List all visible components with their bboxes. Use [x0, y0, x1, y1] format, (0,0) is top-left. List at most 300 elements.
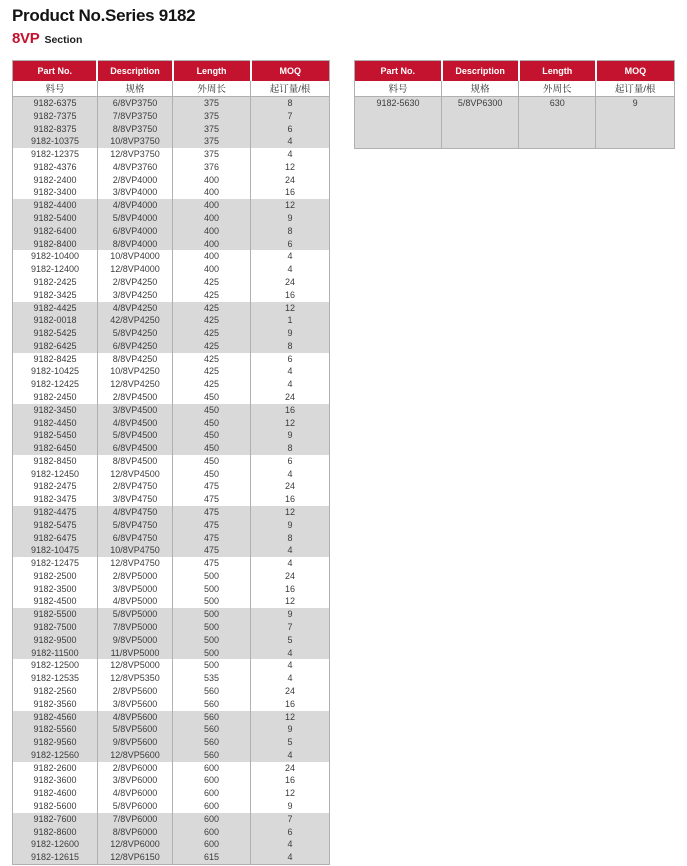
table-cell: 9182-2475 — [33, 481, 77, 492]
table-cell: 450 — [173, 468, 251, 481]
table-cell: 12/8VP4500 — [97, 468, 172, 481]
table-cell: 500 — [173, 647, 251, 660]
table-row — [13, 199, 330, 212]
table-cell: 11/8VP5000 — [97, 647, 172, 660]
table-cell: 560 — [173, 723, 251, 736]
table-cell: 400 — [173, 250, 251, 263]
table-row — [13, 532, 330, 545]
table-cell: 9182-12535 — [30, 673, 79, 684]
table-cell: 475 — [173, 544, 251, 557]
table-cell: 24 — [251, 391, 330, 404]
table-cell: 5/8VP4750 — [97, 519, 172, 532]
column-subheader-length-zh: 外周长 — [519, 81, 596, 97]
table-cell: 4 — [251, 672, 330, 685]
table-row — [13, 698, 330, 711]
table-row — [13, 519, 330, 532]
table-cell: 9 — [596, 97, 675, 110]
table-cell: 16 — [251, 583, 330, 596]
table-row — [13, 787, 330, 800]
table-row — [13, 148, 330, 161]
section-label: Section — [44, 34, 83, 46]
table-row — [355, 110, 675, 123]
table-cell: 9182-3500 — [33, 583, 77, 594]
table-cell: 9182-3475 — [33, 494, 77, 505]
column-subheader-description-zh: 规格 — [442, 81, 519, 97]
column-header-description: Description — [97, 61, 172, 81]
table-row — [13, 161, 330, 174]
table-cell: 24 — [251, 570, 330, 583]
table-cell: 24 — [251, 762, 330, 775]
table-row — [13, 838, 330, 851]
table-cell: 8/8VP4500 — [97, 455, 172, 468]
table-cell: 42/8VP4250 — [97, 314, 172, 327]
table-cell: 9182-10475 — [30, 545, 79, 556]
table-row — [13, 314, 330, 327]
table-cell: 9182-5475 — [33, 519, 77, 530]
table-cell: 400 — [173, 199, 251, 212]
table-cell: 9 — [251, 327, 330, 340]
table-cell: 9182-6475 — [33, 532, 77, 543]
table-cell: 425 — [173, 353, 251, 366]
column-header-length: Length — [173, 61, 251, 81]
table-cell: 24 — [251, 685, 330, 698]
table-cell: 16 — [251, 186, 330, 199]
table-cell: 9182-2560 — [33, 685, 77, 696]
table-cell: 9182-8600 — [33, 826, 77, 837]
table-cell: 16 — [251, 493, 330, 506]
table-cell: 3/8VP4000 — [97, 186, 172, 199]
table-cell: 6 — [251, 826, 330, 839]
table-cell: 7 — [251, 110, 330, 123]
table-cell: 9 — [251, 519, 330, 532]
table-cell: 9182-12600 — [30, 839, 79, 850]
table-cell: 5/8VP6000 — [97, 800, 172, 813]
table-row — [13, 250, 330, 263]
table-cell: 9182-11500 — [31, 647, 79, 658]
table-cell: 9 — [251, 608, 330, 621]
column-header-part-no: Part No. — [355, 61, 442, 81]
table-row — [13, 212, 330, 225]
table-cell — [596, 110, 675, 123]
table-cell: 4 — [251, 135, 330, 148]
table-cell: 9182-12400 — [30, 264, 79, 275]
table-cell: 400 — [173, 212, 251, 225]
header-row-en — [13, 61, 330, 81]
table-body — [13, 97, 330, 865]
table-row — [13, 468, 330, 481]
table-cell: 400 — [173, 174, 251, 187]
table-cell: 500 — [173, 583, 251, 596]
table-cell: 400 — [173, 263, 251, 276]
table-cell: 9182-4425 — [33, 302, 77, 313]
table-cell: 4 — [251, 749, 330, 762]
table-cell: 4 — [251, 851, 330, 864]
table-cell: 16 — [251, 774, 330, 787]
table-row — [13, 455, 330, 468]
table-cell: 16 — [251, 404, 330, 417]
table-cell: 4/8VP5000 — [97, 595, 172, 608]
table-cell: 615 — [173, 851, 251, 864]
table-row — [13, 813, 330, 826]
table-cell: 450 — [173, 455, 251, 468]
table-cell: 425 — [173, 276, 251, 289]
table-row — [13, 672, 330, 685]
table-cell: 475 — [173, 557, 251, 570]
table-row — [13, 442, 330, 455]
table-cell: 9/8VP5000 — [97, 634, 172, 647]
table-cell: 5/8VP4500 — [97, 429, 172, 442]
table-cell: 12 — [251, 595, 330, 608]
table-cell: 425 — [173, 314, 251, 327]
table-cell: 2/8VP5600 — [97, 685, 172, 698]
table-cell: 500 — [173, 595, 251, 608]
table-cell: 9182-4400 — [33, 200, 77, 211]
table-cell: 9182-9560 — [33, 737, 77, 748]
table-cell: 9182-3600 — [33, 775, 77, 786]
table-cell: 425 — [173, 340, 251, 353]
table-cell: 4 — [251, 250, 330, 263]
table-cell: 12/8VP5600 — [97, 749, 172, 762]
table-row — [13, 711, 330, 724]
table-cell: 7 — [251, 621, 330, 634]
table-cell: 16 — [251, 289, 330, 302]
page-subtitle — [12, 31, 675, 48]
table-cell: 9182-5630 — [376, 98, 420, 108]
table-cell: 9182-7375 — [33, 110, 77, 121]
column-subheader-moq-zh: 起订量/根 — [251, 81, 330, 97]
table-row — [13, 238, 330, 251]
table-cell: 9182-6425 — [33, 340, 77, 351]
table-cell: 450 — [173, 417, 251, 430]
table-cell: 425 — [173, 365, 251, 378]
table-cell: 8/8VP3750 — [97, 123, 172, 136]
table-cell: 9182-2500 — [33, 570, 77, 581]
table-cell: 600 — [173, 800, 251, 813]
table-cell: 3/8VP6000 — [97, 774, 172, 787]
table-row — [13, 583, 330, 596]
table-cell: 10/8VP4000 — [97, 250, 172, 263]
table-cell: 9182-7600 — [33, 813, 77, 824]
table-row — [13, 110, 330, 123]
table-cell: 500 — [173, 621, 251, 634]
table-cell: 9182-4450 — [33, 417, 77, 428]
table-row — [13, 749, 330, 762]
table-cell: 9182-2425 — [33, 276, 77, 287]
table-cell: 475 — [173, 480, 251, 493]
table-cell: 9182-6375 — [33, 98, 77, 108]
table-cell — [519, 123, 596, 136]
table-row — [13, 736, 330, 749]
table-cell: 9182-10375 — [30, 136, 79, 147]
table-cell: 9182-2450 — [33, 391, 77, 402]
table-cell: 560 — [173, 736, 251, 749]
table-cell: 2/8VP4250 — [97, 276, 172, 289]
table-cell: 9182-8400 — [33, 238, 77, 249]
table-cell: 9 — [251, 212, 330, 225]
table-cell: 8 — [251, 225, 330, 238]
table-cell: 8/8VP4000 — [97, 238, 172, 251]
table-cell: 9182-4376 — [33, 161, 77, 172]
table-cell: 16 — [251, 698, 330, 711]
table-cell: 600 — [173, 826, 251, 839]
table-row — [13, 800, 330, 813]
table-cell: 8 — [251, 532, 330, 545]
table-cell: 2/8VP4500 — [97, 391, 172, 404]
table-cell: 5/8VP4000 — [97, 212, 172, 225]
table-row — [13, 647, 330, 660]
table-row — [13, 327, 330, 340]
table-row — [13, 340, 330, 353]
table-row — [13, 608, 330, 621]
table-cell — [442, 135, 519, 148]
table-cell: 560 — [173, 685, 251, 698]
table-cell: 9182-12375 — [30, 149, 79, 160]
table-cell: 9182-5500 — [33, 609, 77, 620]
table-row — [13, 135, 330, 148]
table-cell: 560 — [173, 749, 251, 762]
table-row — [13, 723, 330, 736]
table-cell: 450 — [173, 442, 251, 455]
table-cell: 9182-2400 — [33, 174, 77, 185]
table-cell: 7/8VP6000 — [97, 813, 172, 826]
tables-container — [12, 60, 675, 865]
table-row — [13, 289, 330, 302]
table-cell: 9182-3400 — [33, 187, 77, 198]
table-cell: 6/8VP3750 — [97, 97, 172, 110]
table-cell: 560 — [173, 698, 251, 711]
table-cell — [442, 123, 519, 136]
table-cell: 6/8VP4750 — [97, 532, 172, 545]
table-cell: 8/8VP6000 — [97, 826, 172, 839]
table-row — [355, 135, 675, 148]
table-cell: 4/8VP5600 — [97, 711, 172, 724]
table-cell — [355, 135, 442, 148]
table-cell: 400 — [173, 238, 251, 251]
table-cell: 3/8VP5000 — [97, 583, 172, 596]
series-label: 8VP — [12, 30, 40, 47]
table-cell: 4 — [251, 838, 330, 851]
table-row — [13, 391, 330, 404]
table-cell: 9182-5450 — [33, 430, 77, 441]
parts-table-right — [354, 60, 675, 149]
table-row — [13, 276, 330, 289]
table-cell: 8 — [251, 340, 330, 353]
table-cell: 9182-5425 — [33, 328, 77, 339]
table-cell: 9182-9500 — [33, 634, 77, 645]
table-header — [355, 61, 675, 97]
column-subheader-moq-zh: 起订量/根 — [596, 81, 675, 97]
table-cell: 4 — [251, 468, 330, 481]
table-cell: 425 — [173, 378, 251, 391]
column-subheader-description-zh: 规格 — [97, 81, 172, 97]
table-cell: 4/8VP4250 — [97, 302, 172, 315]
table-cell: 400 — [173, 225, 251, 238]
table-header — [13, 61, 330, 97]
table-cell: 9182-8375 — [33, 123, 77, 134]
table-cell: 9182-4560 — [33, 711, 77, 722]
table-cell: 2/8VP5000 — [97, 570, 172, 583]
parts-table-left — [12, 60, 330, 865]
table-row — [13, 225, 330, 238]
table-cell: 3/8VP4750 — [97, 493, 172, 506]
table-row — [13, 302, 330, 315]
table-row — [13, 544, 330, 557]
column-header-description: Description — [442, 61, 519, 81]
table-row — [13, 174, 330, 187]
page-title: Product No.Series 9182 — [12, 6, 196, 25]
table-row — [13, 634, 330, 647]
table-row — [13, 851, 330, 864]
table-cell: 6 — [251, 238, 330, 251]
table-cell: 475 — [173, 532, 251, 545]
table-cell: 375 — [173, 97, 251, 110]
column-subheader-length-zh: 外周长 — [173, 81, 251, 97]
table-cell: 375 — [173, 110, 251, 123]
table-cell: 24 — [251, 174, 330, 187]
table-cell: 4/8VP6000 — [97, 787, 172, 800]
table-row — [13, 570, 330, 583]
table-cell: 9182-10400 — [30, 251, 79, 262]
table-cell: 12 — [251, 506, 330, 519]
table-cell: 9182-6450 — [33, 443, 77, 454]
table-cell — [355, 123, 442, 136]
table-cell: 375 — [173, 123, 251, 136]
table-row — [13, 186, 330, 199]
table-cell: 12/8VP6150 — [97, 851, 172, 864]
table-row — [13, 480, 330, 493]
table-cell: 9182-4500 — [33, 596, 77, 607]
table-row — [13, 762, 330, 775]
table-cell: 12 — [251, 711, 330, 724]
table-cell — [596, 123, 675, 136]
table-cell: 9182-7500 — [33, 622, 77, 633]
table-cell: 535 — [173, 672, 251, 685]
table-cell: 5/8VP5600 — [97, 723, 172, 736]
table-cell: 12 — [251, 302, 330, 315]
table-cell: 4 — [251, 544, 330, 557]
table-cell: 4 — [251, 148, 330, 161]
table-cell: 9182-0018 — [33, 315, 77, 326]
table-cell: 6 — [251, 455, 330, 468]
table-cell: 9182-5400 — [33, 213, 77, 224]
table-cell: 600 — [173, 838, 251, 851]
table-cell: 4/8VP4750 — [97, 506, 172, 519]
table-cell: 6 — [251, 353, 330, 366]
header-row-zh — [13, 81, 330, 97]
table-cell: 9 — [251, 723, 330, 736]
table-cell: 12/8VP3750 — [97, 148, 172, 161]
table-cell: 12 — [251, 417, 330, 430]
table-row — [13, 353, 330, 366]
column-header-moq: MOQ — [251, 61, 330, 81]
table-cell: 9182-8425 — [33, 353, 77, 364]
table-cell: 9182-12560 — [30, 749, 79, 760]
table-cell: 12 — [251, 161, 330, 174]
table-cell: 376 — [173, 161, 251, 174]
table-cell — [519, 135, 596, 148]
table-cell: 3/8VP4250 — [97, 289, 172, 302]
table-cell — [519, 110, 596, 123]
column-header-length: Length — [519, 61, 596, 81]
table-cell: 12/8VP5350 — [97, 672, 172, 685]
table-cell: 9182-12450 — [30, 468, 79, 479]
table-cell: 500 — [173, 608, 251, 621]
table-cell: 9182-3560 — [33, 698, 77, 709]
table-cell: 375 — [173, 135, 251, 148]
header-row-zh — [355, 81, 675, 97]
table-row — [13, 97, 330, 110]
table-cell: 24 — [251, 276, 330, 289]
table-cell: 9182-10425 — [30, 366, 79, 377]
table-cell: 3/8VP5600 — [97, 698, 172, 711]
table-cell: 450 — [173, 404, 251, 417]
table-cell: 4 — [251, 365, 330, 378]
table-cell: 500 — [173, 634, 251, 647]
table-cell: 2/8VP4750 — [97, 480, 172, 493]
table-cell: 630 — [519, 97, 596, 110]
table-row — [13, 774, 330, 787]
table-cell: 375 — [173, 148, 251, 161]
column-header-part-no: Part No. — [13, 61, 98, 81]
table-cell: 5/8VP4250 — [97, 327, 172, 340]
table-cell: 12 — [251, 787, 330, 800]
table-row — [13, 557, 330, 570]
table-row — [13, 429, 330, 442]
table-cell: 6/8VP4500 — [97, 442, 172, 455]
table-row — [13, 685, 330, 698]
table-cell: 475 — [173, 493, 251, 506]
table-row — [13, 621, 330, 634]
table-cell: 8 — [251, 442, 330, 455]
table-cell: 12 — [251, 199, 330, 212]
table-cell: 9182-3425 — [33, 289, 77, 300]
table-cell: 450 — [173, 391, 251, 404]
table-row — [13, 404, 330, 417]
column-header-moq: MOQ — [596, 61, 675, 81]
table-cell: 5/8VP5000 — [97, 608, 172, 621]
table-cell: 10/8VP3750 — [97, 135, 172, 148]
table-cell: 9182-4475 — [33, 507, 77, 517]
table-cell: 12/8VP5000 — [97, 659, 172, 672]
table-cell — [355, 110, 442, 123]
table-cell: 475 — [173, 519, 251, 532]
table-cell: 7/8VP3750 — [97, 110, 172, 123]
table-row — [13, 493, 330, 506]
table-cell: 560 — [173, 711, 251, 724]
table-body — [355, 97, 675, 149]
table-row — [13, 506, 330, 519]
table-cell: 9182-8450 — [33, 455, 77, 466]
table-cell: 6/8VP4000 — [97, 225, 172, 238]
table-cell: 9182-5560 — [33, 724, 77, 735]
table-cell: 4 — [251, 557, 330, 570]
table-cell: 9182-12475 — [30, 558, 79, 569]
table-row — [13, 659, 330, 672]
table-cell: 5/8VP6300 — [442, 97, 519, 110]
table-cell: 1 — [251, 314, 330, 327]
table-cell: 6/8VP4250 — [97, 340, 172, 353]
table-cell: 475 — [173, 506, 251, 519]
table-cell: 5 — [251, 736, 330, 749]
table-cell: 4/8VP3760 — [97, 161, 172, 174]
table-cell: 425 — [173, 289, 251, 302]
table-cell: 7/8VP5000 — [97, 621, 172, 634]
table-cell: 600 — [173, 762, 251, 775]
table-row — [13, 123, 330, 136]
column-subheader-part-no-zh: 料号 — [355, 81, 442, 97]
table-row — [13, 595, 330, 608]
table-cell: 5 — [251, 634, 330, 647]
